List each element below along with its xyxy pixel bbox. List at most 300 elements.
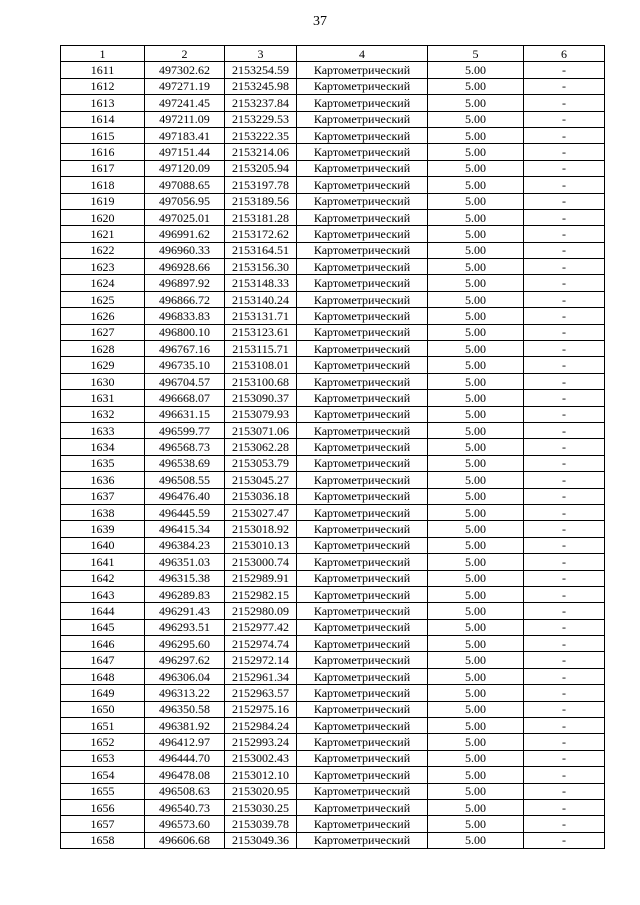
y-coordinate-cell: 2153115.71: [225, 341, 297, 357]
y-coordinate-cell: 2153148.33: [225, 275, 297, 291]
table-row: [61, 390, 605, 406]
column-header-6: 6: [524, 46, 605, 62]
point-number-cell: 1645: [61, 619, 145, 635]
method-cell: Картометрический: [297, 406, 428, 422]
header-row: [61, 46, 605, 62]
accuracy-cell: 5.00: [428, 78, 524, 94]
accuracy-cell: 5.00: [428, 537, 524, 553]
table-row: [61, 62, 605, 78]
accuracy-cell: 5.00: [428, 701, 524, 717]
column-header-3: 3: [225, 46, 297, 62]
method-cell: Картометрический: [297, 701, 428, 717]
point-number-cell: 1625: [61, 291, 145, 307]
table-row: [61, 504, 605, 520]
method-cell: Картометрический: [297, 668, 428, 684]
point-number-cell: 1647: [61, 652, 145, 668]
x-coordinate-cell: 497025.01: [145, 209, 225, 225]
point-number-cell: 1655: [61, 783, 145, 799]
method-cell: Картометрический: [297, 177, 428, 193]
note-cell: -: [524, 750, 605, 766]
x-coordinate-cell: 497151.44: [145, 144, 225, 160]
point-number-cell: 1611: [61, 62, 145, 78]
y-coordinate-cell: 2153189.56: [225, 193, 297, 209]
accuracy-cell: 5.00: [428, 652, 524, 668]
accuracy-cell: 5.00: [428, 62, 524, 78]
table-row: [61, 554, 605, 570]
accuracy-cell: 5.00: [428, 144, 524, 160]
note-cell: -: [524, 111, 605, 127]
note-cell: -: [524, 554, 605, 570]
accuracy-cell: 5.00: [428, 668, 524, 684]
page-number: 37: [313, 14, 327, 29]
accuracy-cell: 5.00: [428, 95, 524, 111]
method-cell: Картометрический: [297, 242, 428, 258]
accuracy-cell: 5.00: [428, 636, 524, 652]
method-cell: Картометрический: [297, 439, 428, 455]
note-cell: -: [524, 767, 605, 783]
table-row: [61, 275, 605, 291]
y-coordinate-cell: 2152961.34: [225, 668, 297, 684]
x-coordinate-cell: 496306.04: [145, 668, 225, 684]
method-cell: Картометрический: [297, 504, 428, 520]
y-coordinate-cell: 2153164.51: [225, 242, 297, 258]
method-cell: Картометрический: [297, 603, 428, 619]
method-cell: Картометрический: [297, 816, 428, 832]
note-cell: -: [524, 783, 605, 799]
table-row: [61, 570, 605, 586]
y-coordinate-cell: 2152975.16: [225, 701, 297, 717]
method-cell: Картометрический: [297, 209, 428, 225]
table-row: [61, 95, 605, 111]
accuracy-cell: 5.00: [428, 357, 524, 373]
accuracy-cell: 5.00: [428, 586, 524, 602]
y-coordinate-cell: 2153214.06: [225, 144, 297, 160]
x-coordinate-cell: 496704.57: [145, 373, 225, 389]
accuracy-cell: 5.00: [428, 455, 524, 471]
table-row: [61, 357, 605, 373]
x-coordinate-cell: 496538.69: [145, 455, 225, 471]
point-number-cell: 1638: [61, 504, 145, 520]
x-coordinate-cell: 496897.92: [145, 275, 225, 291]
table-row: [61, 291, 605, 307]
note-cell: -: [524, 488, 605, 504]
method-cell: Картометрический: [297, 521, 428, 537]
table-row: [61, 308, 605, 324]
table-row: [61, 799, 605, 815]
y-coordinate-cell: 2153254.59: [225, 62, 297, 78]
table-row: [61, 521, 605, 537]
accuracy-cell: 5.00: [428, 619, 524, 635]
table-row: [61, 455, 605, 471]
method-cell: Картометрический: [297, 750, 428, 766]
y-coordinate-cell: 2153062.28: [225, 439, 297, 455]
table-row: [61, 177, 605, 193]
y-coordinate-cell: 2153222.35: [225, 127, 297, 143]
note-cell: -: [524, 160, 605, 176]
y-coordinate-cell: 2153197.78: [225, 177, 297, 193]
x-coordinate-cell: 497241.45: [145, 95, 225, 111]
method-cell: Картометрический: [297, 78, 428, 94]
method-cell: Картометрический: [297, 144, 428, 160]
method-cell: Картометрический: [297, 537, 428, 553]
method-cell: Картометрический: [297, 95, 428, 111]
point-number-cell: 1635: [61, 455, 145, 471]
y-coordinate-cell: 2153002.43: [225, 750, 297, 766]
x-coordinate-cell: 497088.65: [145, 177, 225, 193]
point-number-cell: 1626: [61, 308, 145, 324]
accuracy-cell: 5.00: [428, 439, 524, 455]
note-cell: -: [524, 193, 605, 209]
table-row: [61, 226, 605, 242]
x-coordinate-cell: 496291.43: [145, 603, 225, 619]
table-row: [61, 193, 605, 209]
method-cell: Картометрический: [297, 652, 428, 668]
x-coordinate-cell: 496508.63: [145, 783, 225, 799]
table-row: [61, 341, 605, 357]
note-cell: -: [524, 504, 605, 520]
x-coordinate-cell: 496289.83: [145, 586, 225, 602]
note-cell: -: [524, 636, 605, 652]
x-coordinate-cell: 496573.60: [145, 816, 225, 832]
y-coordinate-cell: 2153012.10: [225, 767, 297, 783]
accuracy-cell: 5.00: [428, 488, 524, 504]
accuracy-cell: 5.00: [428, 291, 524, 307]
method-cell: Картометрический: [297, 193, 428, 209]
x-coordinate-cell: 496735.10: [145, 357, 225, 373]
note-cell: -: [524, 242, 605, 258]
x-coordinate-cell: 496866.72: [145, 291, 225, 307]
point-number-cell: 1651: [61, 718, 145, 734]
point-number-cell: 1614: [61, 111, 145, 127]
accuracy-cell: 5.00: [428, 472, 524, 488]
table-row: [61, 160, 605, 176]
note-cell: -: [524, 127, 605, 143]
point-number-cell: 1648: [61, 668, 145, 684]
note-cell: -: [524, 734, 605, 750]
y-coordinate-cell: 2153027.47: [225, 504, 297, 520]
accuracy-cell: 5.00: [428, 226, 524, 242]
point-number-cell: 1654: [61, 767, 145, 783]
x-coordinate-cell: 496833.83: [145, 308, 225, 324]
x-coordinate-cell: 497120.09: [145, 160, 225, 176]
point-number-cell: 1637: [61, 488, 145, 504]
y-coordinate-cell: 2153229.53: [225, 111, 297, 127]
accuracy-cell: 5.00: [428, 111, 524, 127]
method-cell: Картометрический: [297, 636, 428, 652]
point-number-cell: 1646: [61, 636, 145, 652]
x-coordinate-cell: 496668.07: [145, 390, 225, 406]
x-coordinate-cell: 496415.34: [145, 521, 225, 537]
table-row: [61, 259, 605, 275]
method-cell: Картометрический: [297, 799, 428, 815]
x-coordinate-cell: 496991.62: [145, 226, 225, 242]
note-cell: -: [524, 603, 605, 619]
table-row: [61, 718, 605, 734]
accuracy-cell: 5.00: [428, 275, 524, 291]
note-cell: -: [524, 619, 605, 635]
y-coordinate-cell: 2153123.61: [225, 324, 297, 340]
note-cell: -: [524, 652, 605, 668]
point-number-cell: 1653: [61, 750, 145, 766]
note-cell: -: [524, 537, 605, 553]
point-number-cell: 1624: [61, 275, 145, 291]
method-cell: Картометрический: [297, 308, 428, 324]
x-coordinate-cell: 496508.55: [145, 472, 225, 488]
table-row: [61, 603, 605, 619]
point-number-cell: 1619: [61, 193, 145, 209]
note-cell: -: [524, 472, 605, 488]
point-number-cell: 1627: [61, 324, 145, 340]
table-row: [61, 111, 605, 127]
x-coordinate-cell: 496767.16: [145, 341, 225, 357]
x-coordinate-cell: 496960.33: [145, 242, 225, 258]
note-cell: -: [524, 144, 605, 160]
x-coordinate-cell: 496381.92: [145, 718, 225, 734]
column-header-5: 5: [428, 46, 524, 62]
x-coordinate-cell: 496444.70: [145, 750, 225, 766]
table-row: [61, 636, 605, 652]
note-cell: -: [524, 324, 605, 340]
x-coordinate-cell: 497211.09: [145, 111, 225, 127]
table-row: [61, 488, 605, 504]
x-coordinate-cell: 496313.22: [145, 685, 225, 701]
y-coordinate-cell: 2152974.74: [225, 636, 297, 652]
accuracy-cell: 5.00: [428, 259, 524, 275]
y-coordinate-cell: 2153245.98: [225, 78, 297, 94]
note-cell: -: [524, 455, 605, 471]
y-coordinate-cell: 2152972.14: [225, 652, 297, 668]
accuracy-cell: 5.00: [428, 718, 524, 734]
y-coordinate-cell: 2152993.24: [225, 734, 297, 750]
note-cell: -: [524, 209, 605, 225]
table-row: [61, 406, 605, 422]
table-row: [61, 422, 605, 438]
y-coordinate-cell: 2153020.95: [225, 783, 297, 799]
method-cell: Картометрический: [297, 422, 428, 438]
point-number-cell: 1642: [61, 570, 145, 586]
y-coordinate-cell: 2153071.06: [225, 422, 297, 438]
note-cell: -: [524, 586, 605, 602]
point-number-cell: 1650: [61, 701, 145, 717]
point-number-cell: 1640: [61, 537, 145, 553]
accuracy-cell: 5.00: [428, 554, 524, 570]
method-cell: Картометрический: [297, 62, 428, 78]
note-cell: -: [524, 570, 605, 586]
method-cell: Картометрический: [297, 570, 428, 586]
method-cell: Картометрический: [297, 259, 428, 275]
x-coordinate-cell: 496315.38: [145, 570, 225, 586]
x-coordinate-cell: 496928.66: [145, 259, 225, 275]
point-number-cell: 1656: [61, 799, 145, 815]
accuracy-cell: 5.00: [428, 750, 524, 766]
point-number-cell: 1649: [61, 685, 145, 701]
x-coordinate-cell: 496540.73: [145, 799, 225, 815]
column-header-2: 2: [145, 46, 225, 62]
table-row: [61, 586, 605, 602]
method-cell: Картометрический: [297, 324, 428, 340]
point-number-cell: 1618: [61, 177, 145, 193]
note-cell: -: [524, 521, 605, 537]
method-cell: Картометрический: [297, 226, 428, 242]
accuracy-cell: 5.00: [428, 422, 524, 438]
note-cell: -: [524, 718, 605, 734]
note-cell: -: [524, 406, 605, 422]
point-number-cell: 1617: [61, 160, 145, 176]
x-coordinate-cell: 496599.77: [145, 422, 225, 438]
method-cell: Картометрический: [297, 718, 428, 734]
table-row: [61, 783, 605, 799]
accuracy-cell: 5.00: [428, 390, 524, 406]
table-row: [61, 209, 605, 225]
y-coordinate-cell: 2153036.18: [225, 488, 297, 504]
table-row: [61, 537, 605, 553]
note-cell: -: [524, 308, 605, 324]
method-cell: Картометрический: [297, 275, 428, 291]
note-cell: -: [524, 422, 605, 438]
coordinates-table: [60, 45, 605, 849]
note-cell: -: [524, 701, 605, 717]
accuracy-cell: 5.00: [428, 308, 524, 324]
x-coordinate-cell: 496351.03: [145, 554, 225, 570]
note-cell: -: [524, 177, 605, 193]
accuracy-cell: 5.00: [428, 160, 524, 176]
point-number-cell: 1644: [61, 603, 145, 619]
method-cell: Картометрический: [297, 767, 428, 783]
point-number-cell: 1613: [61, 95, 145, 111]
accuracy-cell: 5.00: [428, 193, 524, 209]
table-row: [61, 472, 605, 488]
point-number-cell: 1641: [61, 554, 145, 570]
accuracy-cell: 5.00: [428, 406, 524, 422]
accuracy-cell: 5.00: [428, 127, 524, 143]
y-coordinate-cell: 2152982.15: [225, 586, 297, 602]
point-number-cell: 1621: [61, 226, 145, 242]
method-cell: Картометрический: [297, 734, 428, 750]
table-row: [61, 373, 605, 389]
method-cell: Картометрический: [297, 111, 428, 127]
y-coordinate-cell: 2153018.92: [225, 521, 297, 537]
table-row: [61, 619, 605, 635]
accuracy-cell: 5.00: [428, 504, 524, 520]
table-row: [61, 668, 605, 684]
x-coordinate-cell: 496478.08: [145, 767, 225, 783]
note-cell: -: [524, 78, 605, 94]
table-row: [61, 734, 605, 750]
point-number-cell: 1639: [61, 521, 145, 537]
note-cell: -: [524, 390, 605, 406]
point-number-cell: 1622: [61, 242, 145, 258]
point-number-cell: 1630: [61, 373, 145, 389]
note-cell: -: [524, 357, 605, 373]
x-coordinate-cell: 497271.19: [145, 78, 225, 94]
x-coordinate-cell: 496476.40: [145, 488, 225, 504]
method-cell: Картометрический: [297, 127, 428, 143]
y-coordinate-cell: 2153131.71: [225, 308, 297, 324]
x-coordinate-cell: 496606.68: [145, 832, 225, 848]
note-cell: -: [524, 291, 605, 307]
note-cell: -: [524, 259, 605, 275]
y-coordinate-cell: 2153237.84: [225, 95, 297, 111]
method-cell: Картометрический: [297, 455, 428, 471]
y-coordinate-cell: 2152977.42: [225, 619, 297, 635]
y-coordinate-cell: 2153079.93: [225, 406, 297, 422]
point-number-cell: 1657: [61, 816, 145, 832]
method-cell: Картометрический: [297, 472, 428, 488]
point-number-cell: 1616: [61, 144, 145, 160]
y-coordinate-cell: 2153053.79: [225, 455, 297, 471]
y-coordinate-cell: 2153030.25: [225, 799, 297, 815]
table-row: [61, 78, 605, 94]
note-cell: -: [524, 62, 605, 78]
point-number-cell: 1643: [61, 586, 145, 602]
note-cell: -: [524, 799, 605, 815]
point-number-cell: 1652: [61, 734, 145, 750]
y-coordinate-cell: 2153100.68: [225, 373, 297, 389]
x-coordinate-cell: 496412.97: [145, 734, 225, 750]
y-coordinate-cell: 2153010.13: [225, 537, 297, 553]
table-header: [61, 46, 605, 62]
accuracy-cell: 5.00: [428, 685, 524, 701]
column-header-1: 1: [61, 46, 145, 62]
x-coordinate-cell: 497056.95: [145, 193, 225, 209]
x-coordinate-cell: 496568.73: [145, 439, 225, 455]
table-row: [61, 832, 605, 848]
point-number-cell: 1623: [61, 259, 145, 275]
accuracy-cell: 5.00: [428, 341, 524, 357]
method-cell: Картометрический: [297, 554, 428, 570]
accuracy-cell: 5.00: [428, 177, 524, 193]
point-number-cell: 1634: [61, 439, 145, 455]
y-coordinate-cell: 2152963.57: [225, 685, 297, 701]
note-cell: -: [524, 95, 605, 111]
table-row: [61, 652, 605, 668]
accuracy-cell: 5.00: [428, 816, 524, 832]
y-coordinate-cell: 2153140.24: [225, 291, 297, 307]
y-coordinate-cell: 2153000.74: [225, 554, 297, 570]
x-coordinate-cell: 496293.51: [145, 619, 225, 635]
point-number-cell: 1658: [61, 832, 145, 848]
accuracy-cell: 5.00: [428, 603, 524, 619]
accuracy-cell: 5.00: [428, 783, 524, 799]
point-number-cell: 1629: [61, 357, 145, 373]
note-cell: -: [524, 226, 605, 242]
x-coordinate-cell: 496631.15: [145, 406, 225, 422]
accuracy-cell: 5.00: [428, 734, 524, 750]
method-cell: Картометрический: [297, 783, 428, 799]
y-coordinate-cell: 2153156.30: [225, 259, 297, 275]
method-cell: Картометрический: [297, 357, 428, 373]
method-cell: Картометрический: [297, 832, 428, 848]
note-cell: -: [524, 832, 605, 848]
note-cell: -: [524, 341, 605, 357]
table-row: [61, 816, 605, 832]
accuracy-cell: 5.00: [428, 570, 524, 586]
table-row: [61, 685, 605, 701]
point-number-cell: 1633: [61, 422, 145, 438]
note-cell: -: [524, 668, 605, 684]
note-cell: -: [524, 685, 605, 701]
point-number-cell: 1636: [61, 472, 145, 488]
y-coordinate-cell: 2153181.28: [225, 209, 297, 225]
y-coordinate-cell: 2153049.36: [225, 832, 297, 848]
x-coordinate-cell: 496295.60: [145, 636, 225, 652]
note-cell: -: [524, 275, 605, 291]
method-cell: Картометрический: [297, 291, 428, 307]
note-cell: -: [524, 373, 605, 389]
method-cell: Картометрический: [297, 341, 428, 357]
point-number-cell: 1628: [61, 341, 145, 357]
x-coordinate-cell: 496297.62: [145, 652, 225, 668]
